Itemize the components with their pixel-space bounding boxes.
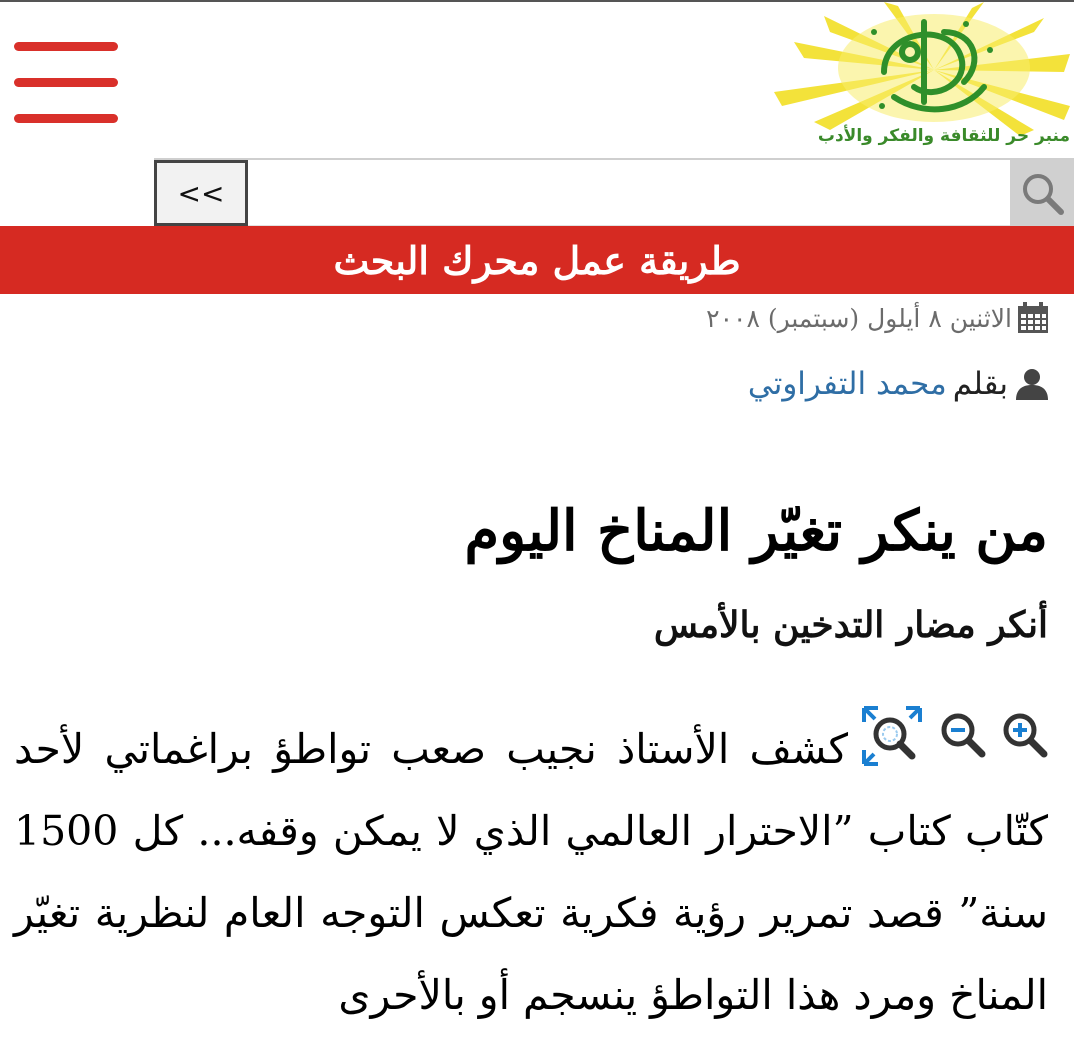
date-text: الاثنين ٨ أيلول (سبتمبر) ٢٠٠٨ — [706, 303, 1012, 333]
article-author — [748, 360, 1050, 408]
logo-tagline: منبر حر للثقافة والفكر والأدب — [817, 126, 1070, 146]
search-icon — [1019, 170, 1065, 216]
calendar-icon — [1016, 301, 1050, 335]
search-bar — [154, 158, 1074, 226]
site-logo[interactable] — [734, 2, 1074, 156]
section-banner[interactable] — [0, 226, 1074, 294]
article-title: من ينكر تغيّر المناخ اليوم — [464, 498, 1048, 564]
user-icon — [1014, 366, 1050, 402]
article-body — [14, 708, 1048, 1036]
search-input[interactable] — [250, 160, 1014, 226]
author-prefix: بقلم — [952, 366, 1008, 402]
article-body-text: كشف الأستاذ نجيب صعب تواطؤ براغماتي لأحد كتّاب كتاب ”الاحترار العالمي الذي لا يمكن وقفه... كل 1500 سنة” قصد تمرير رؤية فكرية تعكس التوجه العام لنظرية تغيّر المناخ ومرد هذا التواطؤ ينسجم أو بالأحرى — [14, 725, 1048, 1019]
search-submit-button[interactable]: << — [154, 160, 248, 226]
author-link[interactable]: محمد التفراوتي — [747, 366, 947, 402]
article-date — [706, 300, 1050, 336]
toolbar-spacer — [848, 753, 1048, 763]
banner-title: طريقة عمل محرك البحث — [333, 237, 741, 283]
hamburger-menu-icon[interactable] — [14, 42, 120, 126]
article-subtitle: أنكر مضار التدخين بالأمس — [653, 604, 1048, 646]
search-button[interactable] — [1010, 160, 1074, 226]
